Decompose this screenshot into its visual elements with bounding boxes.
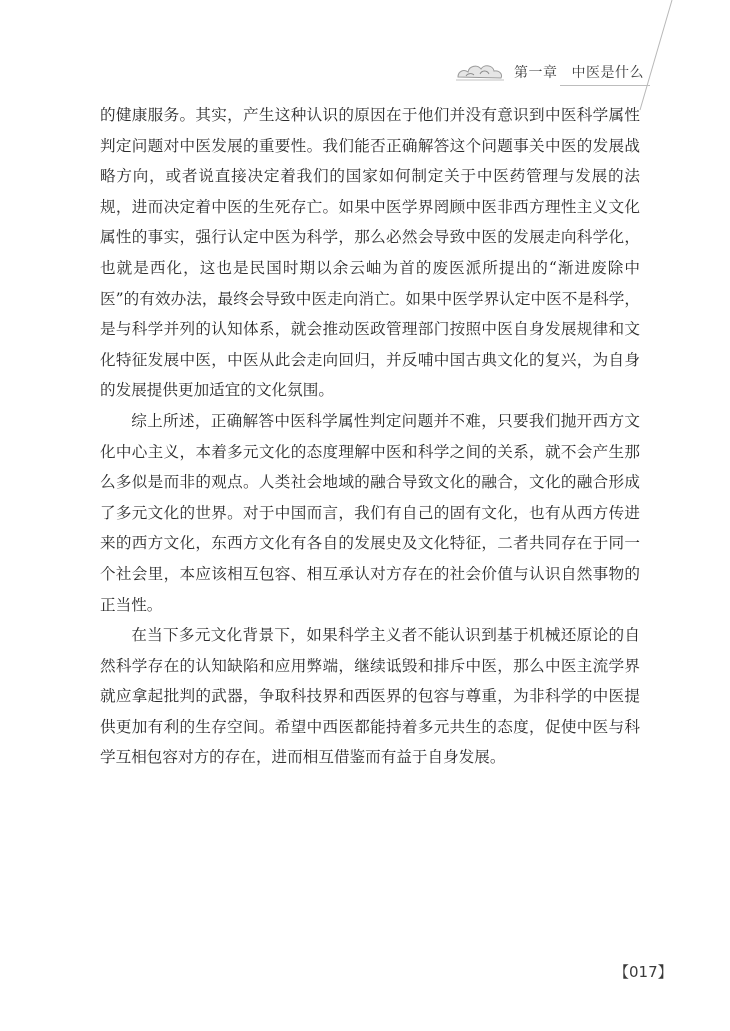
paragraph: 综上所述，正确解答中医科学属性判定问题并不难，只要我们抛开西方文化中心主义，本着多元文化的态度理解中医和科学之间的关系，就不会产生那么多似是而非的观点。人类社会地域的融合导致文化的融合，文化的融合形成了多元文化的世界。对于中国而言，我们有自己的固有文化，也有从西方传进来的西方文化，东西方文化有各自的发展史及文化特征，二者共同存在于同一个社会里，本应该相互包容、相互承认对方存在的社会价值与认识自然事物的正当性。 — [100, 411, 640, 614]
page-number: 【017】 — [614, 963, 673, 981]
chapter-title: 中医是什么 — [571, 65, 644, 81]
paragraph: 在当下多元文化背景下，如果科学主义者不能认识到基于机械还原论的自然科学存在的认知缺陷和应用弊端，继续诋毁和排斥中医，那么中医主流学界就应拿起批判的武器，争取科技界和西医界的包容与尊重，为非科学的中医提供更加有利的生存空间。希望中西医都能持着多元共生的态度，促使中医与科学互相包容对方的存在，进而相互借鉴而有益于自身发展。 — [100, 626, 640, 767]
running-header — [454, 58, 644, 86]
chapter-heading — [514, 62, 644, 82]
header-underline — [560, 85, 650, 86]
paragraph: 的健康服务。其实，产生这种认识的原因在于他们并没有意识到中医科学属性判定问题对中医发展的重要性。我们能否正确解答这个问题事关中医的发展战略方向，或者说直接决定着我们的国家如何制定关于中医药管理与发展的法规，进而决定着中医的生死存亡。如果中医学界罔顾中医非西方理性主义文化属性的事实，强行认定中医为科学，那么必然会导致中医的发展走向科学化，也就是西化，这也是民国时期以余云岫为首的废医派所提出的“渐进废除中医”的有效办法，最终会导致中医走向消亡。如果中医学界认定中医不是科学，是与科学并列的认知体系，就会推动医政管理部门按照中医自身发展规律和文化特征发展中医，中医从此会走向回归，并反哺中国古典文化的复兴，为自身的发展提供更加适宜的文化氛围。 — [100, 106, 640, 400]
body-text — [100, 100, 640, 773]
cloud-ornament-icon — [454, 59, 506, 85]
chapter-number: 第一章 — [514, 65, 558, 81]
